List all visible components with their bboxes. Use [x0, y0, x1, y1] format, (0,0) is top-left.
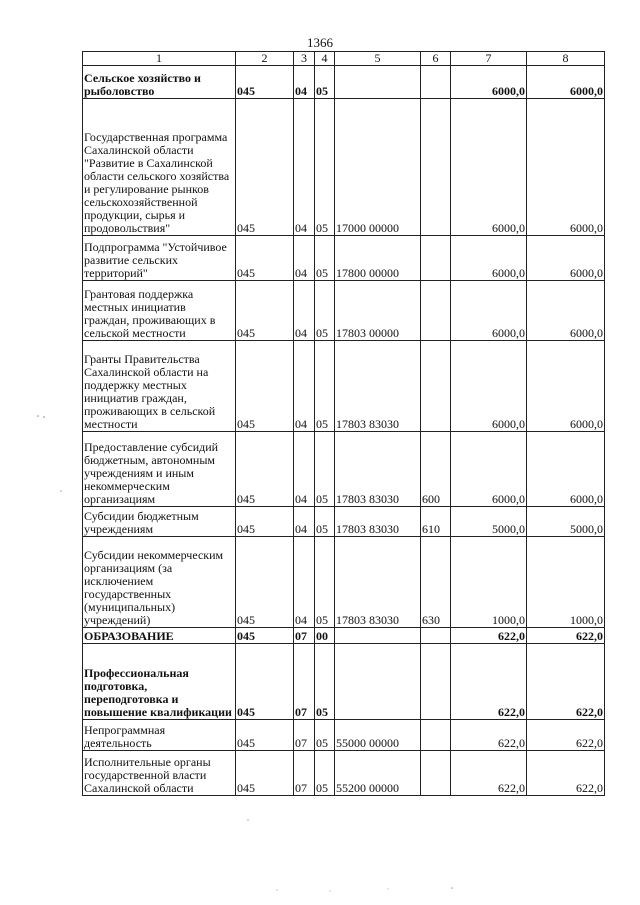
- expense-type-code: [421, 281, 451, 341]
- target-article-code: [335, 644, 421, 720]
- header-cell: 5: [335, 52, 421, 66]
- row-name: Подпрограмма "Устойчивое развитие сельских территорий": [83, 236, 236, 281]
- amount-col7: 5000,0: [451, 507, 527, 537]
- row-name: Профессиональная подготовка, переподготовка и повышение квалификации: [83, 644, 236, 720]
- ministry-code: 045: [236, 537, 294, 628]
- amount-col7: 622,0: [451, 720, 527, 751]
- subsection-code: 05: [315, 644, 335, 720]
- amount-col8: 6000,0: [527, 66, 605, 99]
- amount-col7: 6000,0: [451, 236, 527, 281]
- section-code: 04: [294, 537, 315, 628]
- ministry-code: 045: [236, 628, 294, 644]
- table-row: [83, 628, 605, 644]
- amount-col7: 6000,0: [451, 341, 527, 432]
- table-row: [83, 281, 605, 341]
- ministry-code: 045: [236, 236, 294, 281]
- amount-col7: 622,0: [451, 628, 527, 644]
- expense-type-code: 630: [421, 537, 451, 628]
- target-article-code: 17803 83030: [335, 341, 421, 432]
- target-article-code: 17803 00000: [335, 281, 421, 341]
- expense-type-code: [421, 99, 451, 236]
- row-name: ОБРАЗОВАНИЕ: [83, 628, 236, 644]
- expense-type-code: [421, 751, 451, 796]
- ministry-code: 045: [236, 281, 294, 341]
- expense-type-code: 600: [421, 432, 451, 507]
- target-article-code: 17000 00000: [335, 99, 421, 236]
- amount-col7: 622,0: [451, 644, 527, 720]
- header-cell: 4: [315, 52, 335, 66]
- row-name: Субсидии некоммерческим организациям (за исключением государственных (муниципальных) учреждений): [83, 537, 236, 628]
- table-row: [83, 720, 605, 751]
- row-name: Сельское хозяйство и рыболовство: [83, 66, 236, 99]
- ministry-code: 045: [236, 432, 294, 507]
- amount-col8: 622,0: [527, 751, 605, 796]
- target-article-code: 55000 00000: [335, 720, 421, 751]
- amount-col7: 6000,0: [451, 99, 527, 236]
- ministry-code: 045: [236, 341, 294, 432]
- section-code: 07: [294, 751, 315, 796]
- row-name: Предоставление субсидий бюджетным, автономным учреждениям и иным некоммерческим организациям: [83, 432, 236, 507]
- header-cell: 6: [421, 52, 451, 66]
- section-code: 07: [294, 720, 315, 751]
- header-cell: 8: [527, 52, 605, 66]
- header-cell: 3: [294, 52, 315, 66]
- header-cell: 1: [83, 52, 236, 66]
- amount-col7: 622,0: [451, 751, 527, 796]
- table-row: [83, 432, 605, 507]
- amount-col8: 6000,0: [527, 236, 605, 281]
- ministry-code: 045: [236, 644, 294, 720]
- header-row: [83, 52, 605, 66]
- table-row: [83, 341, 605, 432]
- table-row: [83, 537, 605, 628]
- ministry-code: 045: [236, 720, 294, 751]
- amount-col8: 6000,0: [527, 281, 605, 341]
- row-name: Грантовая поддержка местных инициатив граждан, проживающих в сельской местности: [83, 281, 236, 341]
- subsection-code: 05: [315, 341, 335, 432]
- expense-type-code: [421, 644, 451, 720]
- expense-type-code: [421, 66, 451, 99]
- row-name: Государственная программа Сахалинской области "Развитие в Сахалинской области сельского хозяйства и регулирование рынков сельскохозяйственной продукции, сырья и продовольствия": [83, 99, 236, 236]
- amount-col8: 5000,0: [527, 507, 605, 537]
- subsection-code: 05: [315, 507, 335, 537]
- subsection-code: 05: [315, 281, 335, 341]
- amount-col8: 6000,0: [527, 341, 605, 432]
- target-article-code: 17803 83030: [335, 432, 421, 507]
- amount-col8: 1000,0: [527, 537, 605, 628]
- section-code: 04: [294, 99, 315, 236]
- amount-col7: 1000,0: [451, 537, 527, 628]
- subsection-code: 05: [315, 720, 335, 751]
- table-row: [83, 99, 605, 236]
- amount-col7: 6000,0: [451, 432, 527, 507]
- table-row: [83, 507, 605, 537]
- target-article-code: [335, 66, 421, 99]
- table-row: [83, 751, 605, 796]
- header-cell: 2: [236, 52, 294, 66]
- section-code: 04: [294, 281, 315, 341]
- row-name: Непрограммная деятельность: [83, 720, 236, 751]
- subsection-code: 05: [315, 66, 335, 99]
- subsection-code: 05: [315, 751, 335, 796]
- section-code: 04: [294, 66, 315, 99]
- ministry-code: 045: [236, 66, 294, 99]
- ministry-code: 045: [236, 99, 294, 236]
- section-code: 04: [294, 236, 315, 281]
- amount-col8: 622,0: [527, 628, 605, 644]
- expense-type-code: [421, 720, 451, 751]
- section-code: 04: [294, 432, 315, 507]
- amount-col8: 6000,0: [527, 99, 605, 236]
- expense-type-code: [421, 628, 451, 644]
- subsection-code: 05: [315, 537, 335, 628]
- subsection-code: 05: [315, 99, 335, 236]
- subsection-code: 05: [315, 432, 335, 507]
- target-article-code: [335, 628, 421, 644]
- section-code: 04: [294, 341, 315, 432]
- table-row: [83, 644, 605, 720]
- subsection-code: 00: [315, 628, 335, 644]
- page-number: 1366: [307, 35, 333, 50]
- section-code: 07: [294, 644, 315, 720]
- subsection-code: 05: [315, 236, 335, 281]
- amount-col7: 6000,0: [451, 66, 527, 99]
- budget-table: [82, 51, 605, 796]
- ministry-code: 045: [236, 507, 294, 537]
- target-article-code: 17803 83030: [335, 537, 421, 628]
- section-code: 04: [294, 507, 315, 537]
- expense-type-code: [421, 236, 451, 281]
- amount-col8: 6000,0: [527, 432, 605, 507]
- table-row: [83, 66, 605, 99]
- amount-col8: 622,0: [527, 720, 605, 751]
- target-article-code: 17800 00000: [335, 236, 421, 281]
- row-name: Гранты Правительства Сахалинской области на поддержку местных инициатив граждан, проживающих в сельской местности: [83, 341, 236, 432]
- target-article-code: 17803 83030: [335, 507, 421, 537]
- section-code: 07: [294, 628, 315, 644]
- row-name: Субсидии бюджетным учреждениям: [83, 507, 236, 537]
- expense-type-code: [421, 341, 451, 432]
- header-cell: 7: [451, 52, 527, 66]
- amount-col8: 622,0: [527, 644, 605, 720]
- amount-col7: 6000,0: [451, 281, 527, 341]
- row-name: Исполнительные органы государственной власти Сахалинской области: [83, 751, 236, 796]
- target-article-code: 55200 00000: [335, 751, 421, 796]
- table-row: [83, 236, 605, 281]
- expense-type-code: 610: [421, 507, 451, 537]
- ministry-code: 045: [236, 751, 294, 796]
